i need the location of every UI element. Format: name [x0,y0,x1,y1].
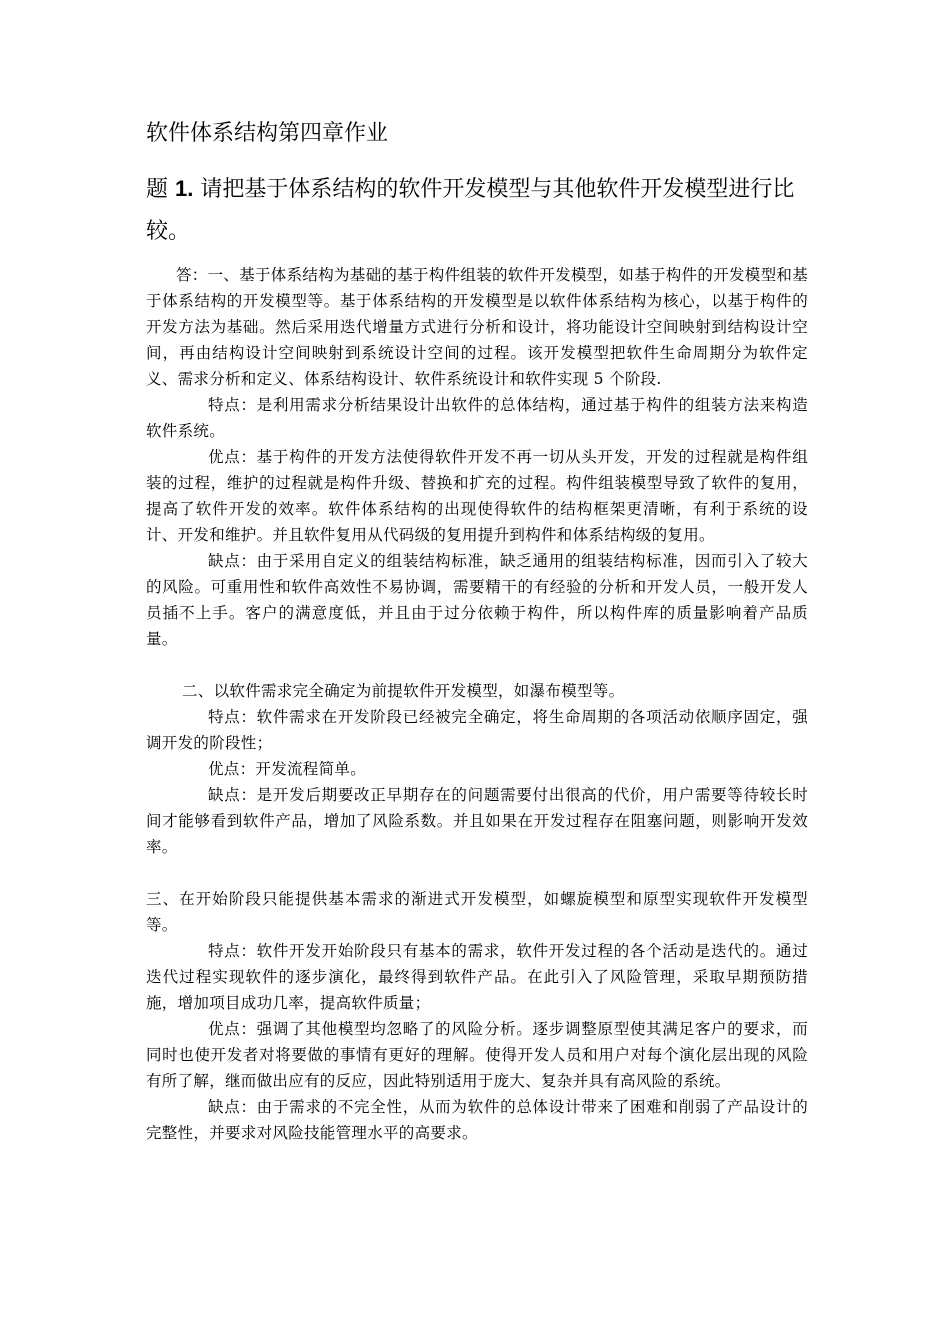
answer-section3-advantages: 优点：强调了其他模型均忽略了的风险分析。逐步调整原型使其满足客户的要求，而同时也使开发者对将要做的事情有更好的理解。使得开发人员和用户对每个演化层出现的风险有所了解，继而做出应有的反应，因此特别适用于庞大、复杂并具有高风险的系统。 [146,1020,808,1090]
answer-section2-intro: 二、以软件需求完全确定为前提软件开发模型，如瀑布模型等。 [182,682,625,700]
answer-section1-features: 特点：是利用需求分析结果设计出软件的总体结构，通过基于构件的组装方法来构造软件系统。 [146,396,808,440]
answer-section1-disadvantages: 缺点：由于采用自定义的组装结构标准，缺乏通用的组装结构标准，因而引入了较大的风险。可重用性和软件高效性不易协调，需要精干的有经验的分析和开发人员，一般开发人员插不上手。客户的满意度低，并且由于过分依赖于构件，所以构件库的质量影响着产品质量。 [146,552,808,648]
answer-section3-disadvantages: 缺点：由于需求的不完全性，从而为软件的总体设计带来了困难和削弱了产品设计的完整性，并要求对风险技能管理水平的高要求。 [146,1098,808,1142]
answer-section1-advantages: 优点：基于构件的开发方法使得软件开发不再一切从头开发，开发的过程就是构件组装的过程，维护的过程就是构件升级、替换和扩充的过程。构件组装模型导致了软件的复用，提高了软件开发的效率。软件体系结构的出现使得软件的结构框架更清晰，有利于系统的设计、开发和维护。并且软件复用从代码级的复用提升到构件和体系结构级的复用。 [146,448,808,544]
question-text: 请把基于体系结构的软件开发模型与其他软件开发模型进行比较。 [146,177,795,244]
question-heading [146,168,826,253]
answer-section3-features: 特点：软件开发开始阶段只有基本的需求，软件开发过程的各个活动是迭代的。通过迭代过程实现软件的逐步演化，最终得到软件产品。在此引入了风险管理，采取早期预防措施，增加项目成功几率，提高软件质量； [146,942,808,1012]
question-number: 1. [175,176,194,201]
paragraph-gap [146,860,808,886]
answer-body [146,262,808,1146]
answer-section2-disadvantages: 缺点：是开发后期要改正早期存在的问题需要付出很高的代价，用户需要等待较长时间才能够看到软件产品，增加了风险系数。并且如果在开发过程存在阻塞问题，则影响开发效率。 [146,786,808,856]
document-title: 软件体系结构第四章作业 [146,121,389,146]
answer-section1-intro: 答：一、基于体系结构为基础的基于构件组装的软件开发模型，如基于构件的开发模型和基于体系结构的开发模型等。基于体系结构的开发模型是以软件体系结构为核心，以基于构件的开发方法为基础。然后采用迭代增量方式进行分析和设计，将功能设计空间映射到结构设计空间，再由结构设计空间映射到系统设计空间的过程。该开发模型把软件生命周期分为软件定义、需求分析和定义、体系结构设计、软件系统设计和软件实现 5 个阶段. [146,266,809,388]
answer-section2-advantages: 优点：开发流程简单。 [208,760,367,778]
answer-section2-features: 特点：软件需求在开发阶段已经被完全确定，将生命周期的各项活动依顺序固定，强调开发的阶段性； [146,708,808,752]
answer-section3-intro: 三、在开始阶段只能提供基本需求的渐进式开发模型，如螺旋模型和原型实现软件开发模型等。 [146,890,808,934]
question-prefix: 题 [146,177,175,202]
paragraph-gap [146,652,808,678]
